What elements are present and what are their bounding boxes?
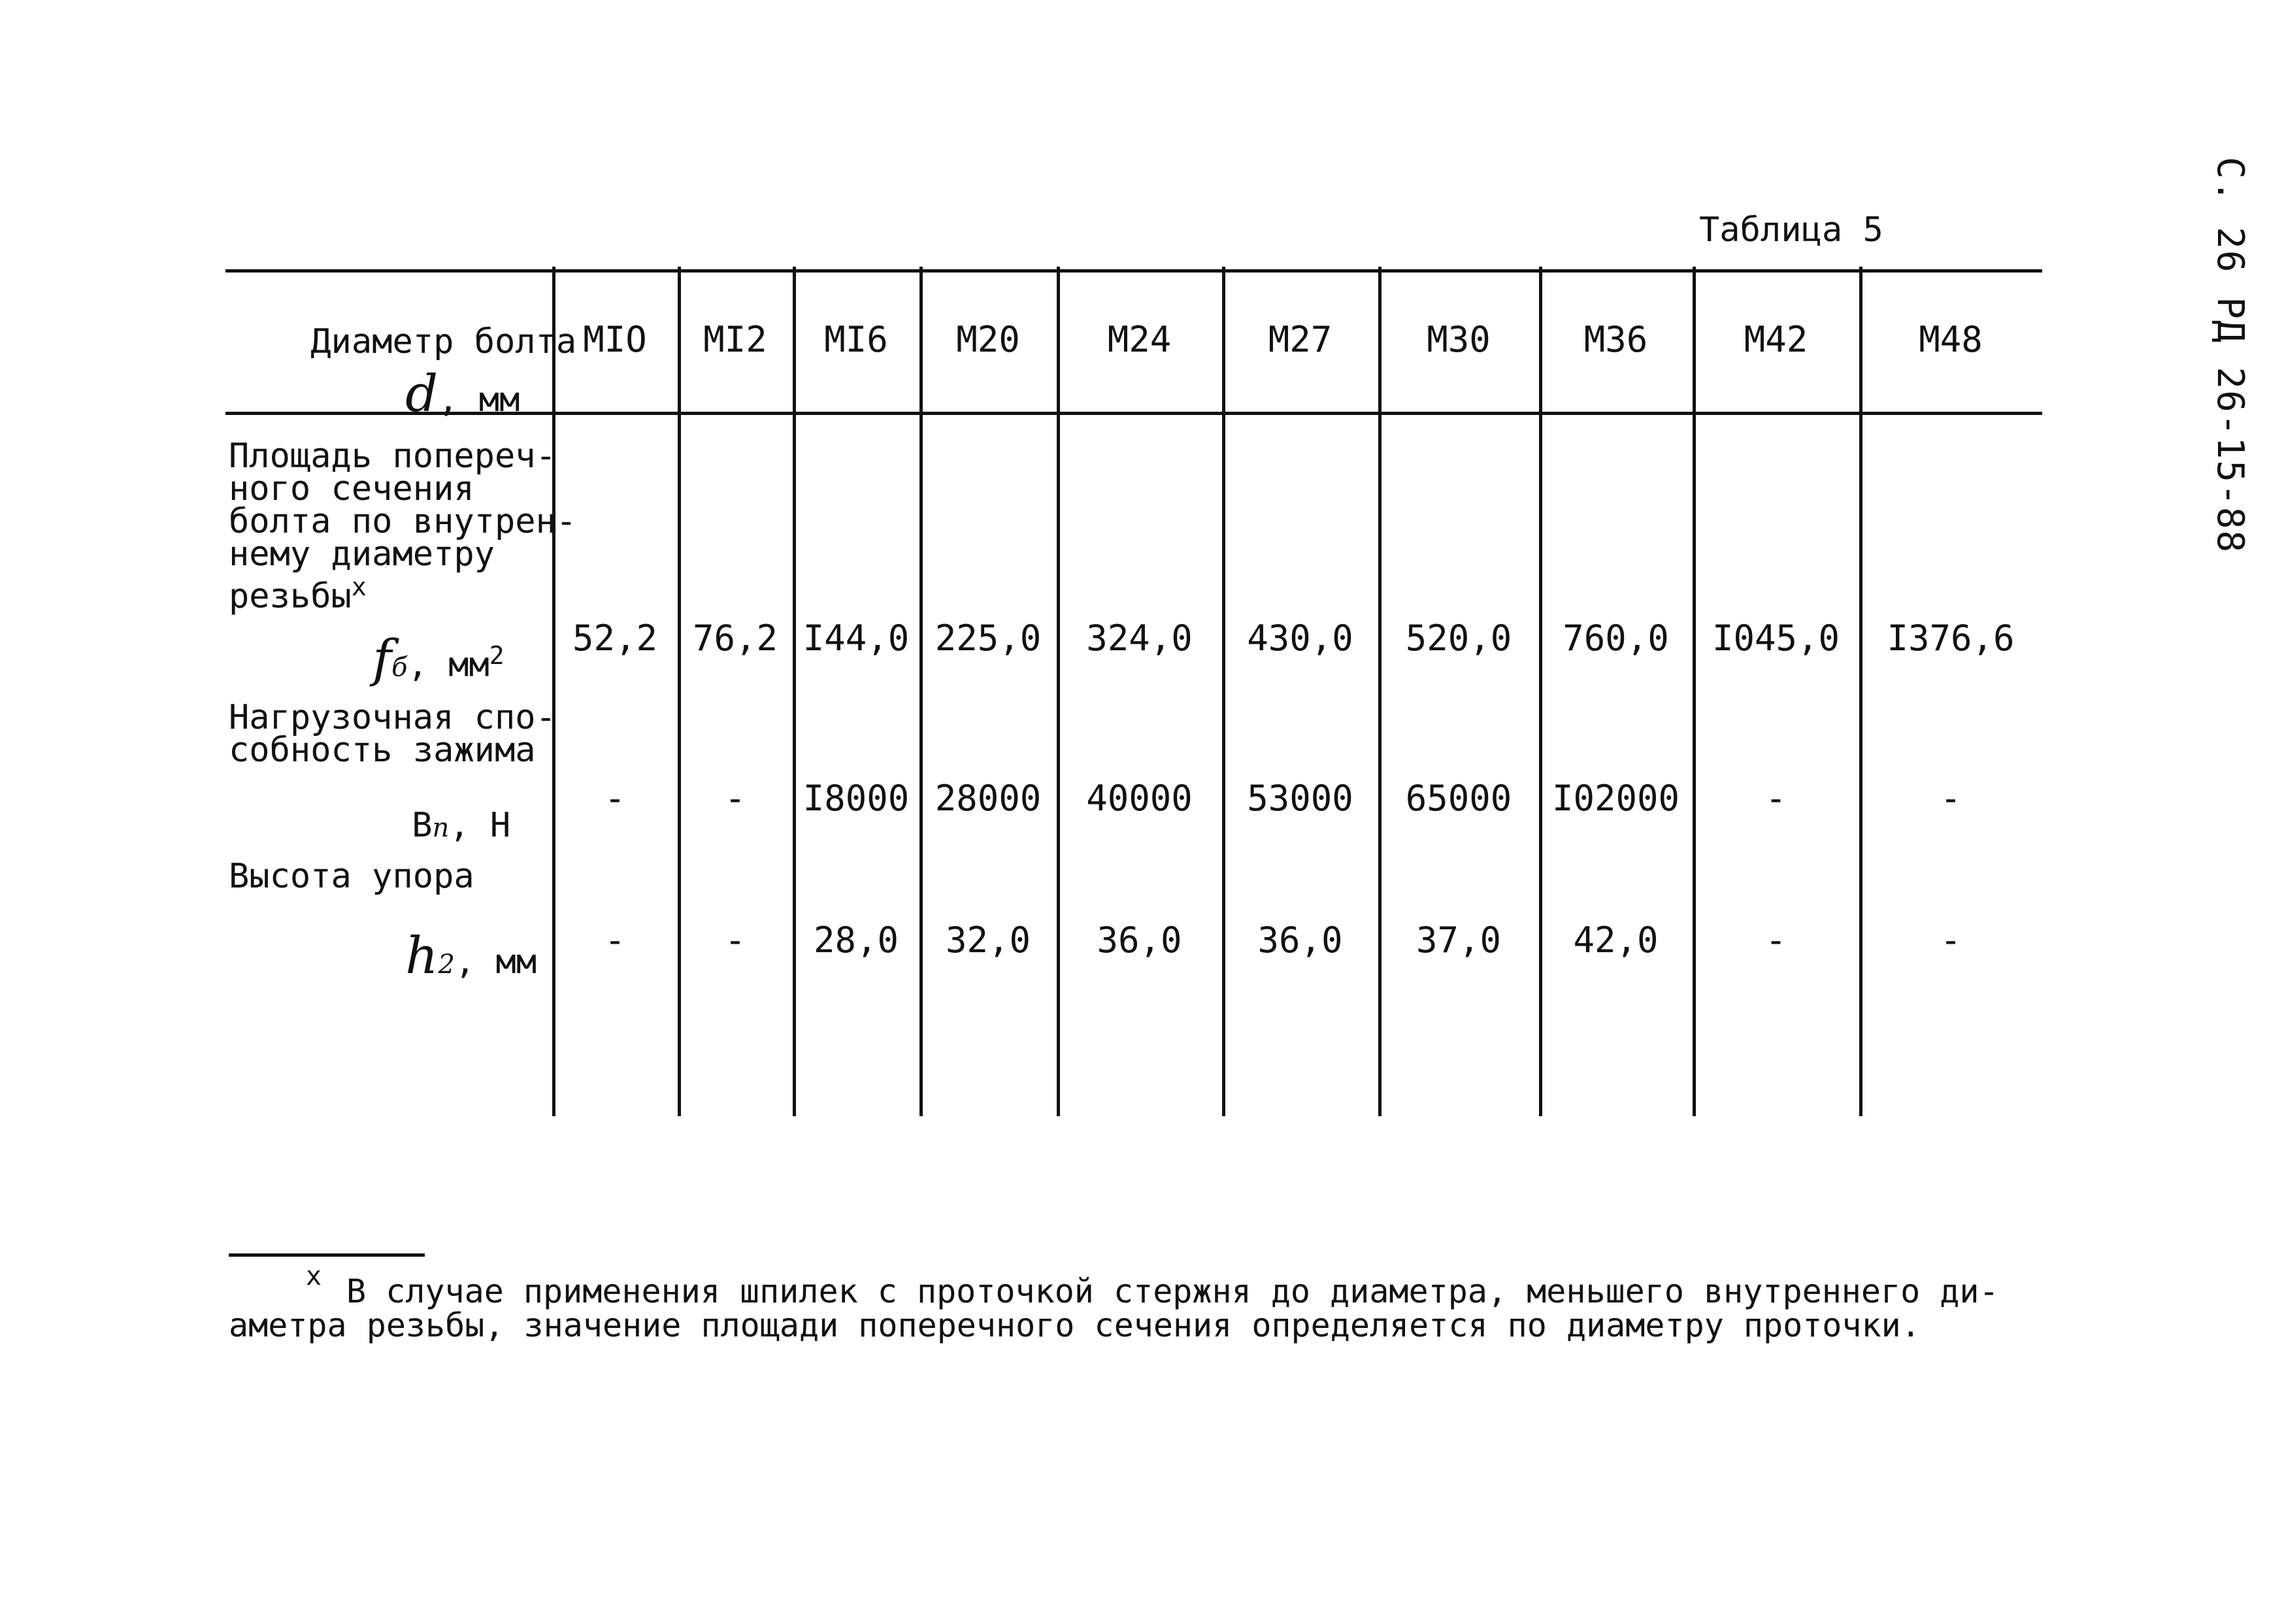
area-symbol: f xyxy=(372,629,392,689)
table-cell: I02000 xyxy=(1551,777,1680,819)
table-cell: 520,0 xyxy=(1405,617,1512,659)
footnote-line: аметра резьбы, значение площади поперечного сечения определяется по диаметру проточки. xyxy=(229,1306,1921,1344)
column-header-m20: М20 xyxy=(956,318,1020,360)
footnote-marker: x xyxy=(351,572,367,601)
table-cell: 42,0 xyxy=(1573,919,1659,961)
column-header-m16: МI6 xyxy=(824,318,888,360)
row-label-line: ного сечения xyxy=(229,469,474,508)
page-header xyxy=(2179,157,2258,614)
table-cell: 40000 xyxy=(1086,777,1193,819)
column-header-m30: М30 xyxy=(1427,318,1491,360)
table-cell: 65000 xyxy=(1405,777,1512,819)
diameter-unit: , мм xyxy=(438,380,520,420)
row-label-height xyxy=(229,857,474,896)
table-cell: - xyxy=(724,919,746,961)
table-cell: - xyxy=(1940,777,1962,819)
column-header-m10: МIO xyxy=(583,318,647,360)
area-symbol-subscript: б xyxy=(391,652,408,683)
table-cell: 28000 xyxy=(935,777,1042,819)
table-cell: 36,0 xyxy=(1097,919,1182,961)
height-symbol: h xyxy=(405,927,439,986)
table-caption: Таблица 5 xyxy=(1699,210,1883,250)
column-header-m42: М42 xyxy=(1744,318,1808,360)
table-cell: I376,6 xyxy=(1887,617,2015,659)
table-cell: - xyxy=(1765,919,1787,961)
row-label-line: Высота упора xyxy=(229,857,474,896)
column-header-m12: МI2 xyxy=(703,318,767,360)
table-cell: I045,0 xyxy=(1712,617,1840,659)
diameter-symbol: d xyxy=(405,365,439,423)
data-table xyxy=(225,267,2042,1123)
column-header-m48: М48 xyxy=(1919,318,1983,360)
table-cell: I44,0 xyxy=(803,617,910,659)
table-cell: 76,2 xyxy=(692,617,778,659)
area-unit: , мм xyxy=(407,645,489,685)
row-label-line: Нагрузочная спо- xyxy=(229,698,556,737)
row-label-load xyxy=(229,698,556,770)
row-values-height xyxy=(225,914,2042,966)
row-label-line: собность зажима xyxy=(229,731,536,770)
table-cell: 28,0 xyxy=(813,919,899,961)
table-cell: 52,2 xyxy=(572,617,658,659)
table-cell: - xyxy=(1940,919,1962,961)
row-label-area xyxy=(229,437,577,616)
column-header-m36: М36 xyxy=(1583,318,1648,360)
footnote-line: В случае применения шпилек с проточкой стержня до диаметра, меньшего внутреннего ди- xyxy=(346,1272,1999,1310)
table-cell: 37,0 xyxy=(1415,919,1502,961)
table-cell: 324,0 xyxy=(1086,617,1193,659)
header-label-symbol-line xyxy=(323,345,520,449)
table-cell: I8000 xyxy=(803,777,910,819)
row-values-area xyxy=(225,612,2042,664)
column-header-m27: М27 xyxy=(1268,318,1332,360)
header-label-text: Диаметр болта xyxy=(310,322,577,361)
footnote-rule xyxy=(229,1253,425,1257)
row-values-load xyxy=(225,772,2042,824)
load-symbol-subscript: n xyxy=(432,813,450,843)
table-cell: 760,0 xyxy=(1563,617,1669,659)
area-unit-exponent: 2 xyxy=(489,641,505,670)
load-symbol: B xyxy=(412,806,433,845)
row-label-line: резьбы xyxy=(229,576,352,616)
table-cell: - xyxy=(724,777,746,819)
page-header-text: С. 26 РД 26-15-88 xyxy=(2209,157,2251,554)
footnote-mark: x xyxy=(306,1261,322,1291)
height-symbol-subscript: 2 xyxy=(438,950,455,980)
table-cell: 32,0 xyxy=(945,919,1031,961)
row-label-line: болта по внутрен- xyxy=(229,502,577,541)
table-cell: - xyxy=(604,919,626,961)
table-cell: 225,0 xyxy=(935,617,1042,659)
height-unit: , мм xyxy=(454,942,537,982)
table-cell: 53000 xyxy=(1247,777,1353,819)
column-header-m24: М24 xyxy=(1107,318,1172,360)
table-cell: 430,0 xyxy=(1247,617,1353,659)
load-unit: , Н xyxy=(449,806,511,845)
row-label-line: Площадь попереч- xyxy=(229,437,556,476)
table-cell: 36,0 xyxy=(1257,919,1343,961)
table-cell: - xyxy=(1765,777,1787,819)
table-cell: - xyxy=(604,777,626,819)
row-label-line: нему диаметру xyxy=(229,535,495,574)
